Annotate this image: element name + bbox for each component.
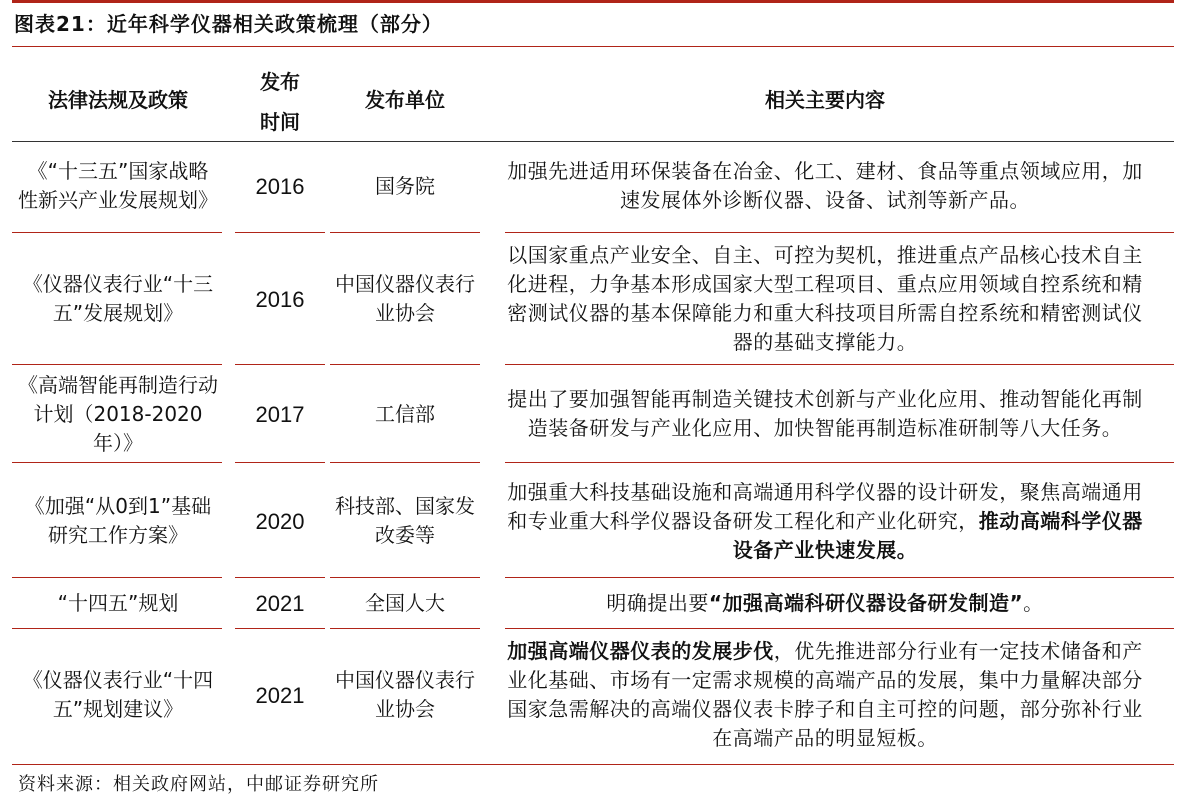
row-divider <box>505 577 1174 578</box>
row-divider <box>505 364 1174 365</box>
row2-content: 以国家重点产业安全、自主、可控为契机，推进重点产品核心技术自主化进程，力争基本形成国家大型工程项目、重点应用领域自控系统和精密测试仪器的基本保障能力和重大科技项目所需自控系统和精密测试仪器的基础支撑能力。 <box>507 243 1143 354</box>
row-divider <box>235 577 325 578</box>
row-divider <box>330 462 480 463</box>
header-publisher: 发布单位 <box>365 88 445 112</box>
row5-content <box>500 580 1150 626</box>
row3-year: 2017 <box>255 401 305 427</box>
row2-policy: 《仪器仪表行业“十三五”发展规划》 <box>22 272 214 325</box>
row3-publisher: 工信部 <box>375 401 435 426</box>
figure-title: 图表21：近年科学仪器相关政策梳理（部分） <box>14 12 443 36</box>
top-rule <box>12 0 1174 3</box>
row5-year: 2021 <box>255 590 305 616</box>
row-divider <box>505 232 1174 233</box>
row4-publisher: 科技部、国家发改委等 <box>335 494 475 547</box>
row-divider <box>12 364 222 365</box>
row-divider <box>235 232 325 233</box>
row2-publisher: 中国仪器仪表行业协会 <box>335 272 475 325</box>
row4-policy: 《加强“从0到1”基础研究工作方案》 <box>24 494 212 547</box>
row-divider <box>12 462 222 463</box>
row1-content: 加强先进适用环保装备在冶金、化工、建材、食品等重点领域应用，加速发展体外诊断仪器、设备、试剂等新产品。 <box>507 159 1143 212</box>
row3-policy: 《高端智能再制造行动计划（2018-2020年）》 <box>18 372 218 455</box>
row-divider <box>235 462 325 463</box>
row4-content-plain: 加强重大科技基础设施和高端通用科学仪器的设计研发，聚焦高端通用和专业重大科学仪器设备研发工程化和产业化研究， <box>507 480 1143 533</box>
row4-content <box>500 466 1150 576</box>
row5-content-prefix: 明确提出要 <box>606 590 709 615</box>
row1-publisher: 国务院 <box>375 173 435 198</box>
row1-policy: 《“十三五”国家战略性新兴产业发展规划》 <box>18 159 218 212</box>
row-divider <box>235 364 325 365</box>
row5-content-bold: “加强高端科研仪器设备研发制造” <box>708 590 1024 615</box>
row6-policy: 《仪器仪表行业“十四五”规划建议》 <box>22 668 214 721</box>
header-content: 相关主要内容 <box>765 88 885 112</box>
bottom-rule <box>12 764 1174 765</box>
row-divider <box>12 232 222 233</box>
row6-content-plain: ，优先推进部分行业有一定技术储备和产业化基础、市场有一定需求规模的高端产品的发展，集中力量解决部分国家急需解决的高端仪器仪表卡脖子和自主可控的问题，部分弥补行业在高端产品的明显短板。 <box>507 639 1143 750</box>
row1-year: 2016 <box>255 173 305 199</box>
row-divider <box>505 628 1174 629</box>
row3-content: 提出了要加强智能再制造关键技术创新与产业化应用、推动智能化再制造装备研发与产业化应用、加快智能再制造标准研制等八大任务。 <box>507 387 1143 440</box>
row5-policy: “十四五”规划 <box>57 590 179 615</box>
row4-year: 2020 <box>255 508 305 534</box>
row5-publisher: 全国人大 <box>365 590 445 615</box>
title-rule <box>12 46 1174 47</box>
row2-year: 2016 <box>255 286 305 312</box>
row-divider <box>505 462 1174 463</box>
row4-content-bold: 推动高端科学仪器设备产业快速发展。 <box>732 509 1143 562</box>
row5-content-suffix: 。 <box>1023 590 1044 615</box>
header-time-line1: 发布 <box>260 70 300 94</box>
row6-year: 2021 <box>255 682 305 708</box>
row6-content <box>500 632 1150 758</box>
source-note: 资料来源：相关政府网站，中邮证券研究所 <box>18 774 379 795</box>
row-divider <box>330 364 480 365</box>
row-divider <box>235 628 325 629</box>
header-time-line2: 时间 <box>260 110 300 134</box>
row-divider <box>12 628 222 629</box>
row6-content-bold: 加强高端仪器仪表的发展步伐 <box>507 639 774 663</box>
row-divider <box>12 577 222 578</box>
header-policy: 法律法规及政策 <box>48 88 188 112</box>
row-divider <box>330 577 480 578</box>
row-divider <box>330 628 480 629</box>
row6-publisher: 中国仪器仪表行业协会 <box>335 668 475 721</box>
row-divider <box>330 232 480 233</box>
